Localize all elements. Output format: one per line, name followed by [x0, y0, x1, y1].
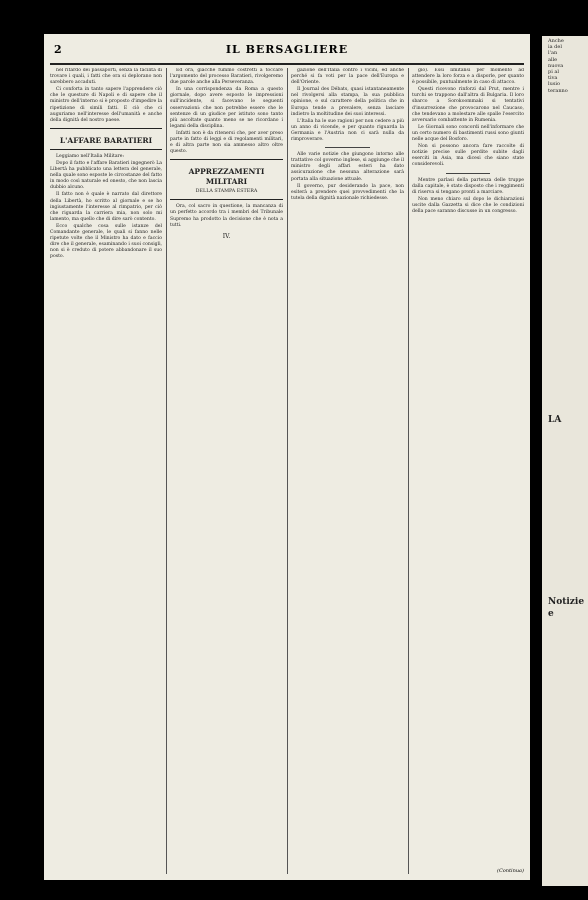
edge-line: alle: [548, 56, 558, 63]
adjacent-page-edge: [542, 36, 588, 886]
column-2: [170, 68, 283, 874]
paragraph: gazione dell'Italia contro i vicini, ed anche perché si fa voti per la pace dell'Europa e dell'Oriente.: [291, 68, 404, 86]
paragraph: Ed ora, giacché fummo costretti a toccare l'argomento del processo Baratieri, rivolgeremo due parole anche alla Perseveranza.: [170, 68, 283, 86]
paragraph: Ora, col sacro in questione, la mancanza di un perfetto accordo tra i membri del Tribunale Supremo ha prodotto la decisione che è nota a tutti.: [170, 204, 283, 228]
divider: [325, 147, 370, 148]
edge-line: Anche: [548, 38, 564, 44]
column-3: [291, 68, 404, 874]
continued-marker: (Continua): [497, 868, 524, 874]
paragraph: Dopo il fatto e l'affare Baratieri ingegnerò La Libertà ha pubblicato una lettera del generale, nella quale sono esposte le circostanze del fatto in modo così naturale ed onesto, che non lascia dubbio alcuno.: [50, 160, 162, 191]
newspaper-title: IL BERSAGLIERE: [225, 43, 349, 56]
paragraph: Il Journal des Débats, quasi istantaneamente nel rivolgersi alla stampa, la sua pubblica opinione, e sul carattere della politica che in Europa tende a prevalere, senza lasciare indietro la moltitudine dei suoi interessi.: [291, 87, 404, 117]
column-divider: [408, 68, 409, 874]
page-header: [44, 36, 530, 64]
paragraph: Ecco qualche cosa sulle istanze del Comandante generale, le quali si fanno nelle ripetute volte che il Ministro ha dato e faccio dire che il generale, esaminando i suoi consigli, non si è creduto di potere abbandonare il suo posto.: [50, 223, 162, 260]
section-heading-affare-baratieri: L'AFFARE BARATIERI: [59, 135, 153, 145]
paragraph: gio). Essi limitansi per momento ad attendere la loro forza e a disporle, per quanto è possibile, puntualmente in caso di attacco.: [412, 68, 524, 86]
paragraph: Il fatto non è quale è narrato dal direttore della Libertà, ho scritto al giornale e se ho ingiustamente l'interesse al rimpatrio, per ciò che riguarda la carriera mia, non solo mi lamento, ma quello che di dire sarò contento.: [50, 192, 162, 222]
edge-line: ia del: [548, 44, 562, 51]
edge-line: teranno: [548, 87, 568, 94]
edge-line: pi al: [548, 69, 559, 76]
paragraph: nel ritardo dei passaporti, senza la facilità di trovare i quali, i fatti che ora si deplorano non sarebbero accaduti.: [50, 68, 162, 86]
paragraph: Leggiamo nell'Italia Militare:: [56, 153, 125, 159]
section-subheading: DELLA STAMPA ESTERA: [195, 189, 258, 195]
paragraph: Non meno chiaro sul dopo le dichiarazioni uscite dalla Gazzetta si dice che le condizioni della pace saranno discusse in un congresso.: [412, 196, 524, 214]
divider: [446, 173, 491, 174]
column-1: [50, 68, 162, 874]
edge-line: tiva: [548, 75, 558, 82]
paragraph: Le Giornali sono concordi nell'informare che un certo numero di bastimenti russi sono giunti nelle acque del Bosforo.: [412, 124, 524, 143]
paragraph: In una corrispondenza da Roma a questo giornale, dopo avere esposto le impressioni sull'incidente, si facevano le seguenti osservazioni: che non potrebbe essere che le sentenze di un giudice per istituto sono tanto più ascoltate quanto meno se ne ricordano i legami della disciplina.: [170, 87, 283, 129]
paragraph: Alle varie notizie che giungono intorno alle trattative col governo inglese, si aggiunge che il ministro degli affari esteri ha dato assicurazione che nessuna alterazione sarà portata alla situazione attuale.: [291, 152, 404, 182]
section-number: IV.: [222, 232, 231, 240]
paragraph: Questi ricevono rinforzi dal Prut, mentre i turchi se trappono dall'altra di Bulgaria. Il loro sbarco a Sorokoommaki si tentativi d'insurrezione che provocarono nel Caucaso, che tendevano a molestare alle spalle l'esercito avversario combattente in Rumenia.: [412, 87, 524, 123]
paragraph: Non si possono ancora fare raccolte di notizie precise sulle perdite subite dagli eserciti in Asia, ma dicesi che siano state considerevoli.: [412, 144, 524, 168]
edge-heading: LA: [548, 414, 562, 425]
paragraph: L'Italia ha le sue ragioni per non cedere a più un anno di vicende, e per quanto riguarda la Germania e l'Austria non ci sarà nulla da rimproverare.: [291, 118, 404, 143]
column-divider: [287, 68, 288, 874]
column-divider: [166, 68, 167, 874]
page-number: 2: [54, 43, 62, 56]
paragraph: Ci conforta in tanto sapere l'apprendere ciò che le questure di Napoli e di sapere che il ministro dell'interno si è proposto d'impedire la ripetizione di simili fatti. E ciò che ci auguriamo nell'interesse dell'umanità e anche della dignità del nostro paese.: [50, 87, 162, 123]
edge-line: lusio: [548, 81, 560, 88]
edge-line: l'an: [548, 50, 558, 57]
section-heading-apprezzamenti: APPREZZAMENTI MILITARI: [188, 167, 265, 187]
paragraph: Infatti non è da ritenersi che, per aver preso parte in fatto di leggi e di regolamenti militari, e di altra parte non sia ammesso altro oltre questo.: [170, 130, 283, 155]
column-4: [412, 68, 524, 874]
paragraph: Mentre parlasi della partenza delle truppe dalla capitale, è stato disposto che i reggimenti di riserva si tengano pronti a marciare.: [412, 177, 524, 195]
edge-heading: Notizie e: [548, 596, 585, 619]
newspaper-page: [44, 34, 530, 880]
header-rule: [50, 63, 524, 65]
edge-line: nuova: [548, 62, 564, 69]
paragraph: Il governo, pur desiderando la pace, non esiterà a prendere quei provvedimenti che la tutela della dignità nazionale richiedesse.: [291, 183, 404, 201]
